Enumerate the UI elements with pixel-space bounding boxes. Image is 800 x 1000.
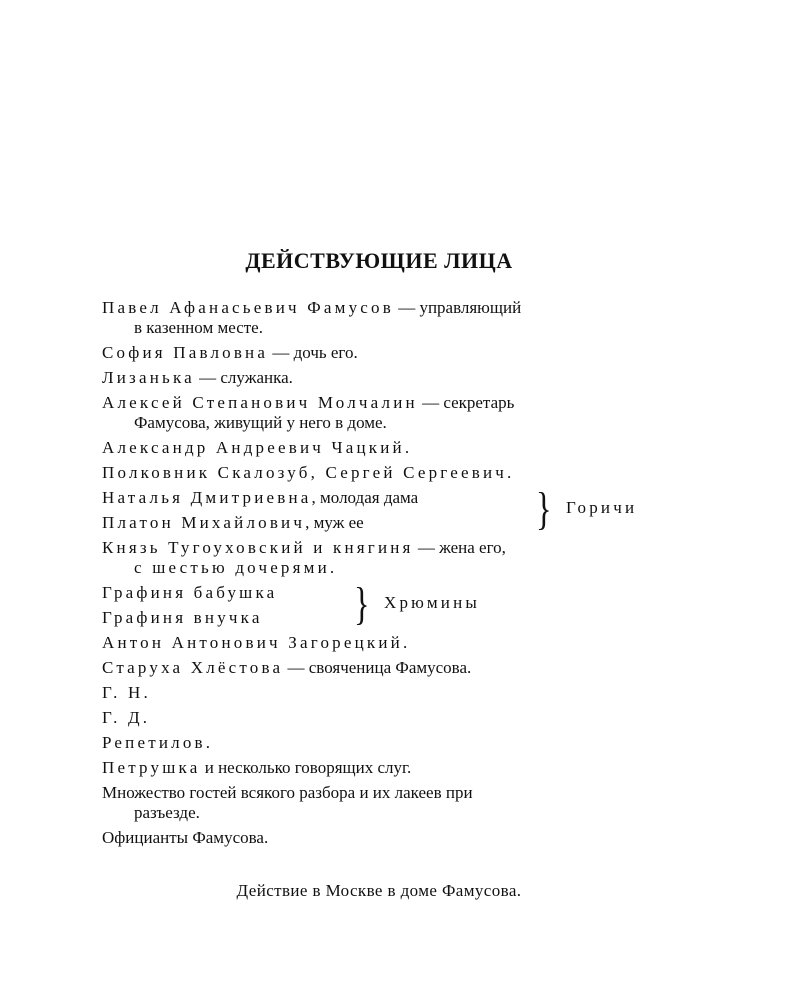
character-name: Антон Антонович Загорецкий — [102, 633, 403, 652]
character-name: Лизанька — [102, 368, 195, 387]
character-entry — [102, 658, 662, 678]
page-title: ДЕЙСТВУЮЩИЕ ЛИЦА — [245, 248, 513, 273]
character-entry — [102, 463, 662, 483]
character-desc: Официанты Фамусова. — [102, 828, 269, 847]
character-name: Платон Михайлович — [102, 513, 306, 532]
character-desc-continued: с шестью дочерями. — [134, 558, 338, 577]
character-entry — [102, 298, 662, 338]
character-entry — [102, 438, 662, 458]
character-name: Старуха Хлёстова — [102, 658, 284, 677]
character-entry — [102, 708, 662, 728]
character-entry — [102, 368, 662, 388]
group-label: Хрюмины — [384, 593, 481, 612]
character-desc: — дочь его. — [268, 343, 358, 362]
character-desc-continued: Фамусова, живущий у него в доме. — [134, 413, 387, 432]
character-name: Наталья Дмитриевна — [102, 488, 312, 507]
character-desc: Множество гостей всякого разбора и их лакеев при — [102, 783, 473, 802]
character-desc: , муж ее — [305, 513, 364, 532]
character-desc: . — [402, 633, 408, 652]
character-entry — [102, 633, 662, 653]
character-entry — [102, 538, 662, 578]
curly-brace-icon: } — [536, 483, 552, 534]
group-member — [102, 583, 662, 603]
character-entry — [102, 393, 662, 433]
character-name: Князь Тугоуховский и княгиня — [102, 538, 414, 557]
character-name: Графиня внучка — [102, 608, 263, 627]
group-label: Горичи — [566, 498, 638, 517]
character-desc-continued: разъезде. — [134, 803, 200, 822]
character-entry — [102, 733, 662, 753]
character-entry — [102, 683, 662, 703]
character-entry — [102, 783, 662, 823]
characters-list — [102, 298, 662, 853]
character-desc: — служанка. — [194, 368, 293, 387]
character-desc: . — [205, 733, 211, 752]
character-entry — [102, 828, 662, 848]
character-desc: — свояченица Фамусова. — [283, 658, 472, 677]
character-name: Алексей Степанович Молчалин — [102, 393, 418, 412]
character-entry — [102, 343, 662, 363]
character-name: София Павловна — [102, 343, 269, 362]
curly-brace-icon: } — [354, 578, 370, 629]
character-desc: — жена его, — [413, 538, 506, 557]
character-name: Г. Д. — [102, 708, 151, 727]
setting-note: Действие в Москве в доме Фамусова. — [236, 881, 522, 900]
character-name: Г. Н. — [102, 683, 151, 702]
character-name: Петрушка — [102, 758, 201, 777]
character-group-khryuminy — [102, 578, 662, 629]
character-desc-continued: в казенном месте. — [134, 318, 263, 337]
group-member — [102, 608, 662, 628]
character-desc: . — [404, 438, 410, 457]
character-name: Графиня бабушка — [102, 583, 278, 602]
character-name: Репетилов — [102, 733, 206, 752]
character-desc: , молодая дама — [311, 488, 419, 507]
character-desc: — управляющий — [393, 298, 522, 317]
character-name: Александр Андреевич Чацкий — [102, 438, 405, 457]
character-desc: . — [507, 463, 512, 482]
character-entry — [102, 758, 662, 778]
character-name: Павел Афанасьевич Фамусов — [102, 298, 394, 317]
character-name: Полковник Скалозуб, Сергей Сергеевич — [102, 463, 508, 482]
character-group-gorichi — [102, 483, 662, 534]
character-desc: и несколько говорящих слуг. — [200, 758, 412, 777]
character-desc: — секретарь — [417, 393, 515, 412]
